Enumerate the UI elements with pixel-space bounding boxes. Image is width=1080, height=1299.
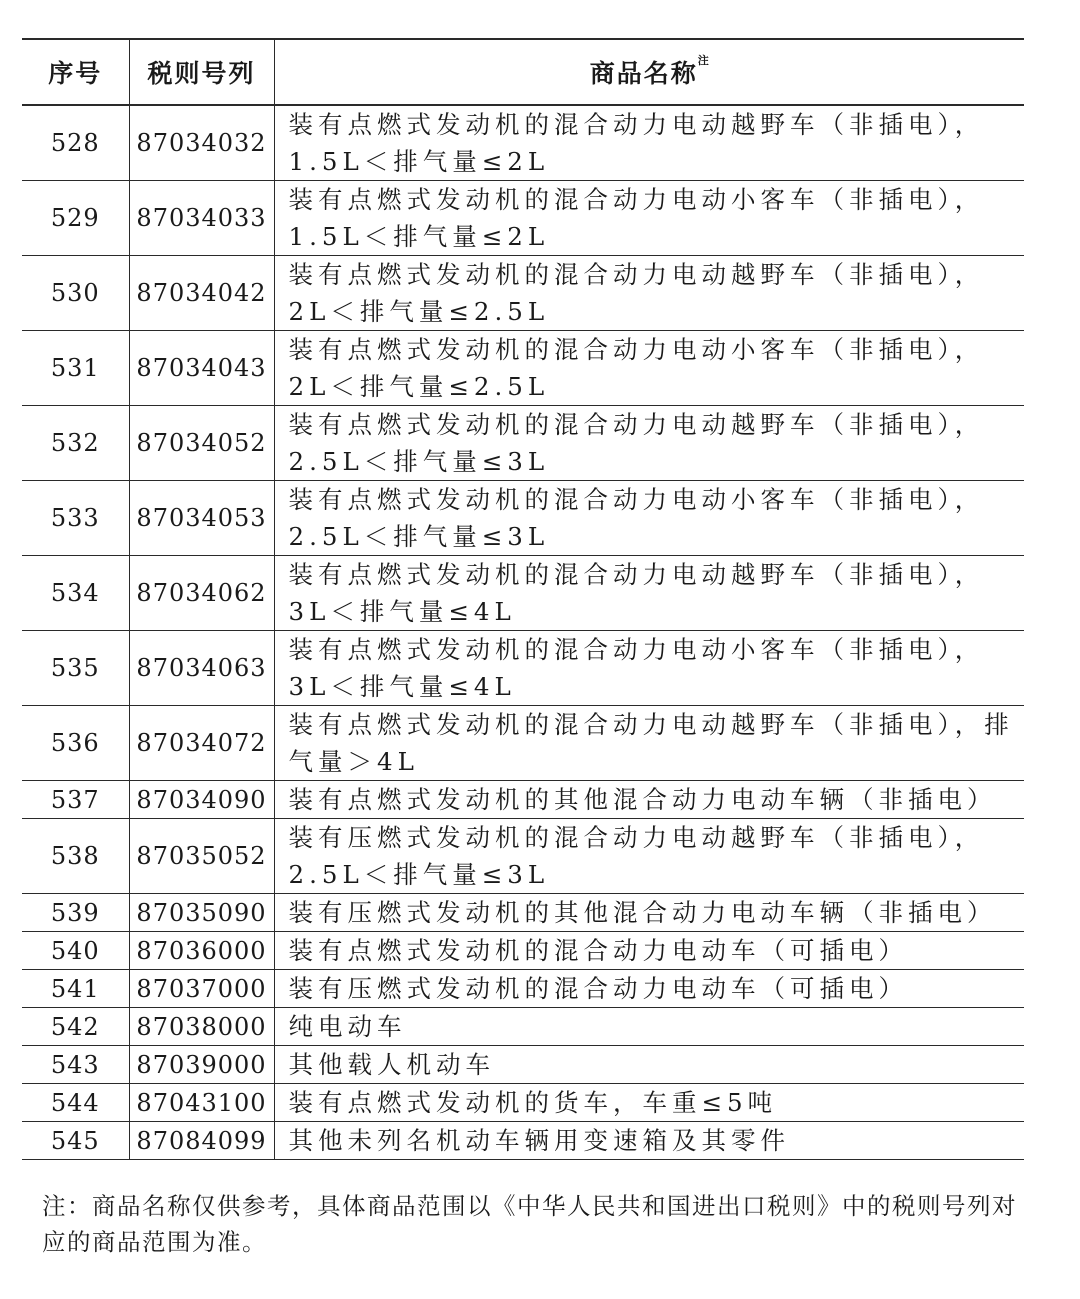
row-seq: 532	[22, 406, 129, 481]
table-row	[22, 181, 1024, 256]
row-code: 87034052	[129, 406, 274, 481]
row-code: 87036000	[129, 932, 274, 970]
row-name: 装有点燃式发动机的混合动力电动车（可插电）	[274, 932, 1024, 970]
table-row	[22, 631, 1024, 706]
table-row	[22, 970, 1024, 1008]
row-name: 装有点燃式发动机的混合动力电动越野车（非插电），3L＜排气量≤4L	[274, 556, 1024, 631]
table-header-row	[22, 39, 1024, 105]
row-name: 装有压燃式发动机的混合动力电动越野车（非插电），2.5L＜排气量≤3L	[274, 819, 1024, 894]
row-name: 其他未列名机动车辆用变速箱及其零件	[274, 1122, 1024, 1160]
row-seq: 540	[22, 932, 129, 970]
table-row	[22, 556, 1024, 631]
row-code: 87034043	[129, 331, 274, 406]
table-row	[22, 105, 1024, 181]
footnote: 注：商品名称仅供参考，具体商品范围以《中华人民共和国进出口税则》中的税则号列对应的商品范围为准。	[42, 1192, 1017, 1256]
row-name: 装有点燃式发动机的混合动力电动小客车（非插电），2.5L＜排气量≤3L	[274, 481, 1024, 556]
row-code: 87034032	[129, 105, 274, 181]
row-seq: 541	[22, 970, 129, 1008]
table-row	[22, 1084, 1024, 1122]
row-code: 87035052	[129, 819, 274, 894]
row-name: 装有点燃式发动机的混合动力电动小客车（非插电），3L＜排气量≤4L	[274, 631, 1024, 706]
row-seq: 535	[22, 631, 129, 706]
table-row	[22, 481, 1024, 556]
table-row	[22, 932, 1024, 970]
row-code: 87034072	[129, 706, 274, 781]
row-seq: 529	[22, 181, 129, 256]
row-code: 87034062	[129, 556, 274, 631]
row-code: 87034033	[129, 181, 274, 256]
table-row	[22, 819, 1024, 894]
row-code: 87034053	[129, 481, 274, 556]
row-code: 87038000	[129, 1008, 274, 1046]
table-row	[22, 331, 1024, 406]
row-code: 87034090	[129, 781, 274, 819]
row-name: 装有点燃式发动机的混合动力电动越野车（非插电），2.5L＜排气量≤3L	[274, 406, 1024, 481]
row-seq: 536	[22, 706, 129, 781]
table-row	[22, 1046, 1024, 1084]
row-name: 装有点燃式发动机的混合动力电动小客车（非插电），1.5L＜排气量≤2L	[274, 181, 1024, 256]
tariff-table	[22, 38, 1024, 1160]
table-row	[22, 256, 1024, 331]
table-row	[22, 781, 1024, 819]
row-name: 装有点燃式发动机的混合动力电动越野车（非插电），1.5L＜排气量≤2L	[274, 105, 1024, 181]
table-row	[22, 406, 1024, 481]
row-code: 87034063	[129, 631, 274, 706]
row-name: 其他载人机动车	[274, 1046, 1024, 1084]
row-seq: 531	[22, 331, 129, 406]
row-name: 装有点燃式发动机的混合动力电动越野车（非插电），排气量＞4L	[274, 706, 1024, 781]
row-code: 87043100	[129, 1084, 274, 1122]
row-name: 装有点燃式发动机的混合动力电动越野车（非插电），2L＜排气量≤2.5L	[274, 256, 1024, 331]
table-row	[22, 894, 1024, 932]
row-seq: 543	[22, 1046, 129, 1084]
row-seq: 528	[22, 105, 129, 181]
row-seq: 530	[22, 256, 129, 331]
row-seq: 533	[22, 481, 129, 556]
header-code: 税则号列	[129, 39, 274, 105]
row-code: 87034042	[129, 256, 274, 331]
row-code: 87084099	[129, 1122, 274, 1160]
row-code: 87039000	[129, 1046, 274, 1084]
row-code: 87035090	[129, 894, 274, 932]
row-name: 装有压燃式发动机的混合动力电动车（可插电）	[274, 970, 1024, 1008]
row-seq: 538	[22, 819, 129, 894]
table-row	[22, 1122, 1024, 1160]
row-code: 87037000	[129, 970, 274, 1008]
row-seq: 537	[22, 781, 129, 819]
row-seq: 542	[22, 1008, 129, 1046]
header-name	[274, 39, 1024, 105]
row-seq: 544	[22, 1084, 129, 1122]
row-name: 装有点燃式发动机的混合动力电动小客车（非插电），2L＜排气量≤2.5L	[274, 331, 1024, 406]
table-row	[22, 1008, 1024, 1046]
row-seq: 545	[22, 1122, 129, 1160]
header-seq: 序号	[22, 39, 129, 105]
header-name-label: 商品名称	[589, 59, 698, 88]
row-seq: 534	[22, 556, 129, 631]
row-name: 装有点燃式发动机的其他混合动力电动车辆（非插电）	[274, 781, 1024, 819]
table-body	[22, 105, 1024, 1160]
row-name: 装有压燃式发动机的其他混合动力电动车辆（非插电）	[274, 894, 1024, 932]
row-seq: 539	[22, 894, 129, 932]
header-note-mark: 注	[697, 54, 709, 67]
table-row	[22, 706, 1024, 781]
row-name: 装有点燃式发动机的货车，车重≤5吨	[274, 1084, 1024, 1122]
row-name: 纯电动车	[274, 1008, 1024, 1046]
